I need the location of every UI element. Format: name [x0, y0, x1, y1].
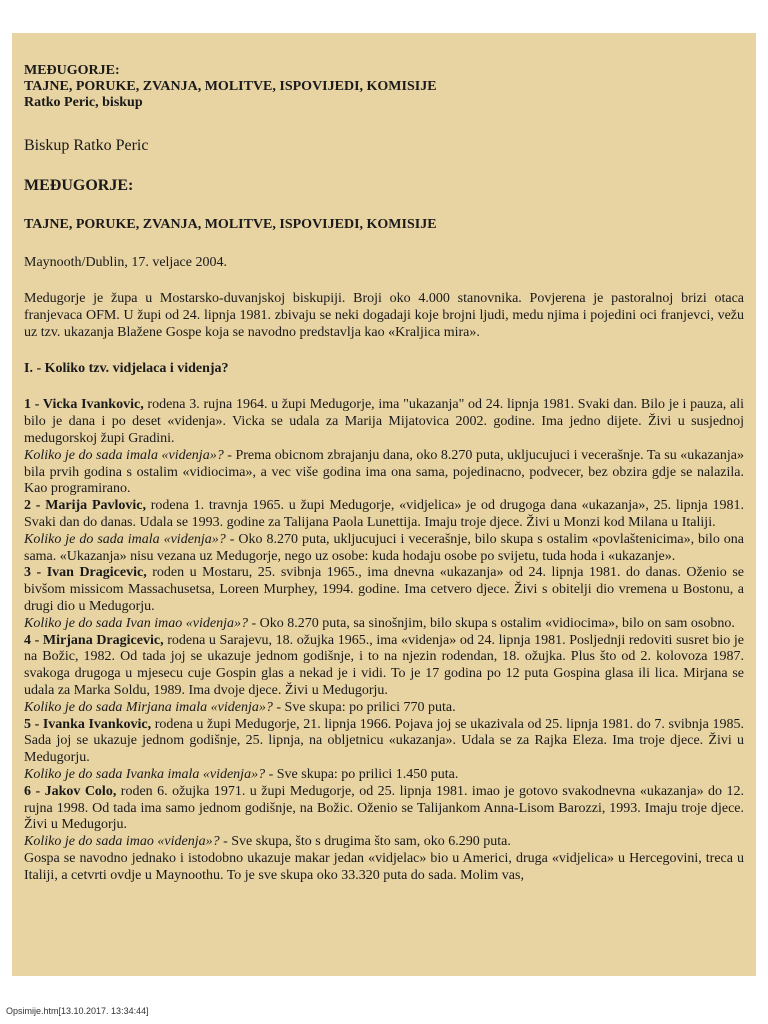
seer-bio-text: rodena 3. rujna 1964. u župi Medugorje, ima "ukazanja" od 24. lipnja 1981. Svaki dan. Bilo je i pauza, ali bilo je dana i po deset «videnja». Vicka se udala za Marija Mijatovica 2002. godine. Ima jedno dijete. Živi u susjednoj medugorskoj župi Gradini. — [24, 397, 745, 446]
seer-bio-text: roden u Mostaru, 25. svibnja 1965., ima dnevna «ukazanja» od 24. lipnja 1981. do danas. Oženio se bivšom missicom Massachusetsa, Loreen Murphey, 1994. godine. Ima cetvero djece. Živi s obitelji dio vremena u Bostonu, a drugi dio u Medugorju. — [24, 565, 744, 614]
seer-entry — [24, 717, 744, 784]
seer-answer: - Prema obicnom zbrajanju dana, oko 8.270 puta, ukljucujuci i vecerašnje. Ta su «ukazanja» bila prvih godina s ostalim «vidiocima», a vec više godina ima ona sama, pojedinacno, podvecer, bez obzira gdje se nalazila. Kao programirano. — [24, 447, 744, 497]
seer-list — [24, 397, 744, 851]
header-line-1: MEĐUGORJE: — [24, 63, 120, 78]
seer-count — [24, 700, 744, 717]
seer-bio — [24, 565, 744, 615]
seer-answer: - Oko 8.270 puta, ukljucujuci i vecerašnje, bilo skupa s ostalim «povlaštenicima», bilo ona sama. «Ukazanja» nisu vezana uz Medugorje, nego uz osobe: kuda hodaju osobe po svijetu, tuda hoda i «ukazanje». — [24, 531, 744, 564]
document-header — [24, 63, 744, 111]
seer-bio-text: rodena u župi Medugorje, 21. lipnja 1966. Pojava joj se ukazivala od 25. lipnja 1981. do 7. svibnja 1985. Sada joj se ukazuje jednom godišnje, 25. lipnja, na obljetnicu «ukazanja». Udala se za Rajka Eleza. Ima troje djece. Živi u Medugorju. — [24, 716, 744, 766]
seer-answer: - Oko 8.270 puta, sa sinošnjim, bilo skupa s ostalim «vidiocima», bilo on sam osobno. — [247, 615, 735, 631]
seer-question: Koliko je do sada imala «videnja»? — [24, 531, 226, 547]
seer-entry — [24, 633, 744, 717]
seer-name: 1 - Vicka Ivankovic, — [24, 397, 144, 413]
seer-answer: - Sve skupa: po prilici 1.450 puta. — [265, 766, 459, 782]
document-title: MEĐUGORJE: — [24, 177, 134, 194]
intro-paragraph: Medugorje je župa u Mostarsko-duvanjskoj biskupiji. Broji oko 4.000 stanovnika. Povjerena je pastoralnoj brizi otaca franjevaca OFM. U župi od 24. lipnja 1981. zbivaju se neki dogadaji koje brojni ljudi, medu njima i pojedini oci franjevci, vežu uz tzv. ukazanja Blažene Gospe koja se navodno predstavlja kao «Kraljica mira». — [24, 291, 744, 340]
section-heading: I. - Koliko tzv. vidjelaca i videnja? — [24, 361, 229, 377]
seer-bio-text: rodena 1. travnja 1965. u župi Medugorje, «vidjelica» je od drugoga dana «ukazanja», 25. lipnja 1981. Svaki dan do danas. Udala se 1993. godine za Talijana Paola Lunettija. Imaju troje djece. Živi u Monzi kod Milana u Italiji. — [24, 498, 745, 530]
page-footer: Opsimije.htm[13.10.2017. 13:34:44] — [6, 1006, 149, 1016]
seer-question: Koliko je do sada Ivanka imala «videnja»? — [24, 766, 266, 782]
seer-question: Koliko je do sada Mirjana imala «videnja»? — [24, 699, 273, 715]
seer-bio — [24, 633, 744, 700]
seer-name: 2 - Marija Pavlovic, — [24, 498, 146, 514]
author-line: Biskup Ratko Peric — [24, 137, 149, 154]
document-page — [12, 33, 756, 976]
seer-entry — [24, 565, 744, 632]
seer-count — [24, 532, 744, 566]
seer-question: Koliko je do sada Ivan imao «videnja»? — [24, 615, 248, 631]
seer-bio — [24, 717, 744, 767]
dateline: Maynooth/Dublin, 17. veljace 2004. — [24, 255, 227, 270]
seer-bio-text: rodena u Sarajevu, 18. ožujka 1965., ima «videnja» od 24. lipnja 1981. Posljednji redoviti susret bio je na Božic, 1982. Od tada joj se ukazuje jednom godišnje, i to na njezin rodendan, 18. ožujka. Plus što od 2. kolovoza 1987. svakoga drugoga u mjesecu cuje Gospin glas a nekad je i vidi. To je 17 godina po 12 puta Gospina glasa ili lica. Mirjana se udala za Marka Soldu, 1989. Ima dvoje djece. Živi u Medugorju. — [24, 632, 744, 698]
seer-entry — [24, 498, 744, 565]
seer-bio — [24, 397, 744, 447]
seer-question: Koliko je do sada imao «videnja»? — [24, 834, 220, 850]
seer-count — [24, 834, 744, 851]
seer-answer: - Sve skupa, što s drugima što sam, oko 6.290 puta. — [219, 834, 511, 850]
seer-entry — [24, 397, 744, 498]
seer-count — [24, 767, 744, 784]
seer-entry — [24, 784, 744, 851]
header-line-2: TAJNE, PORUKE, ZVANJA, MOLITVE, ISPOVIJEDI, KOMISIJE — [24, 79, 437, 94]
seer-name: 6 - Jakov Colo, — [24, 783, 117, 799]
document-subtitle: TAJNE, PORUKE, ZVANJA, MOLITVE, ISPOVIJEDI, KOMISIJE — [24, 217, 437, 232]
seer-name: 5 - Ivanka Ivankovic, — [24, 716, 152, 732]
seer-count — [24, 616, 744, 633]
seer-question: Koliko je do sada imala «videnja»? — [24, 447, 224, 463]
header-line-3: Ratko Peric, biskup — [24, 95, 143, 110]
seer-bio — [24, 498, 744, 532]
seer-name: 3 - Ivan Dragicevic, — [24, 565, 147, 581]
seer-bio — [24, 784, 744, 834]
closing-paragraph: Gospa se navodno jednako i istodobno ukazuje makar jedan «vidjelac» bio u Americi, druga «vidjelica» u Hercegovini, treca u Italiji, a cetvrti ovdje u Maynoothu. To je sve skupa oko 33.320 puta do sada. Molim vas, — [24, 850, 744, 883]
seer-name: 4 - Mirjana Dragicevic, — [24, 632, 164, 648]
seer-answer: - Sve skupa: po prilici 770 puta. — [272, 699, 456, 715]
seer-count — [24, 448, 744, 498]
seer-bio-text: roden 6. ožujka 1971. u župi Medugorje, od 25. lipnja 1981. imao je gotovo svakodnevna «ukazanja» do 12. rujna 1998. Od tada ima samo jednom godišnje, na Božic. Oženio se Talijankom Anna-Lisom Barozzi, 1993. Imaju troje djece. Živi u Medugorju. — [24, 783, 744, 833]
